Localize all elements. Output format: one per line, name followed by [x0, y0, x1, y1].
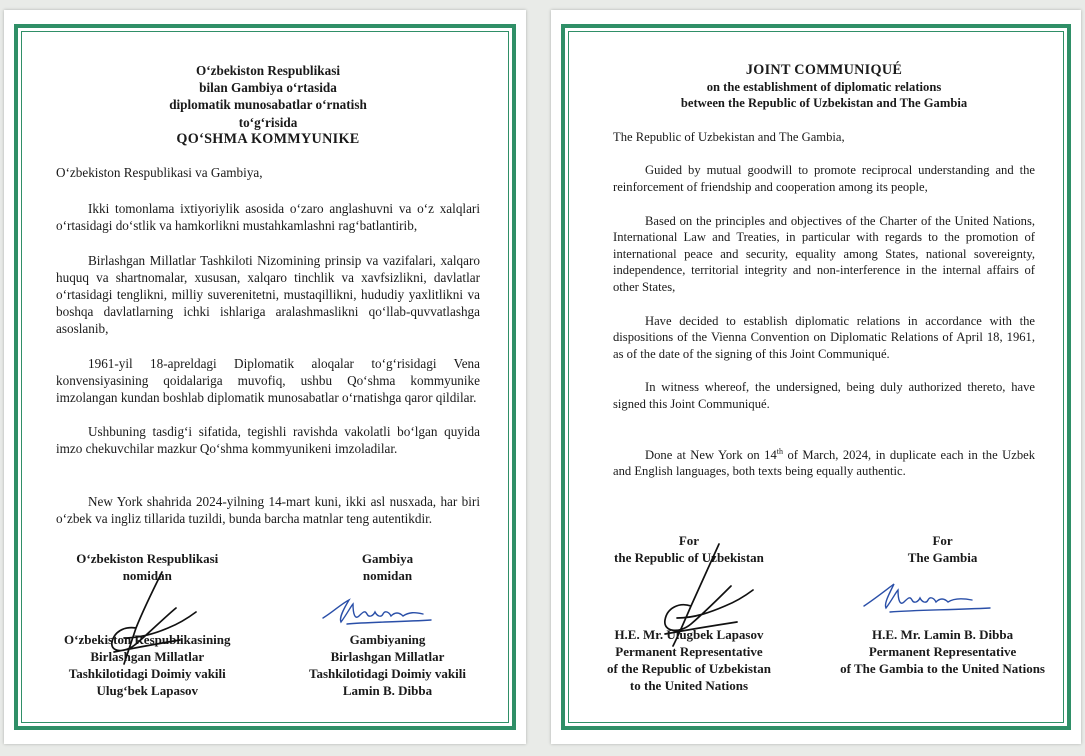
sig-title-line: Birlashgan Millatlar: [330, 649, 445, 664]
sig-title-line: Permanent Representative: [868, 644, 1017, 659]
heading-line: diplomatik munosabatlar o‘rnatish: [169, 97, 367, 113]
sig-title-line: Lamin B. Dibba: [342, 683, 433, 698]
uzbek-signature-gambia: [309, 550, 466, 699]
uzbek-content: [56, 62, 480, 527]
heading-line: bilan Gambiya o‘rtasida: [199, 80, 337, 96]
sig-title-line: Tashkilotidagi Doimiy vakili: [308, 666, 466, 681]
sig-title-line: H.E. Mr. Ulugbek Lapasov: [614, 627, 764, 642]
sig-title-line: Birlashgan Millatlar: [90, 649, 205, 664]
sig-for-line: O‘zbekiston Respublikasi: [76, 551, 219, 566]
sig-for-line: For: [678, 533, 700, 548]
uzbek-signatures: [64, 550, 466, 699]
english-signature-uzbekistan: [607, 532, 771, 694]
english-signatures: [607, 532, 1045, 694]
sig-for-line: Gambiya: [361, 551, 414, 566]
uzbek-paragraph: Ushbuning tasdig‘i sifatida, tegishli ravishda vakolatli bo‘lgan quyida imzo chekuvchilar mazkur Qo‘shma kommyunikeni imzoladilar.: [56, 424, 480, 457]
sig-title-line: of The Gambia to the United Nations: [840, 661, 1045, 676]
uzbek-heading: [56, 62, 480, 148]
english-heading: [613, 62, 1035, 112]
english-paragraph: In witness whereof, the undersigned, being duly authorized thereto, have signed this Joint Communiqué.: [613, 380, 1035, 411]
sig-for-line: the Republic of Uzbekistan: [614, 550, 764, 565]
heading-line: O‘zbekiston Respublikasi: [195, 63, 340, 78]
sig-title-line: Ulug‘bek Lapasov: [96, 683, 199, 698]
english-closing: Done at New York on 14th of March, 2024, in duplicate each in the Uzbek and English languages, both texts being equally authentic.: [613, 446, 1035, 479]
uzbek-paragraph: 1961-yil 18-apreldagi Diplomatik aloqalar to‘g‘risidagi Vena konvensiyasining qoidalariga muvofiq, ushbu Qo‘shma kommyunike imzolangan kundan boshlab diplomatik munosabatlar o‘rnatishga qaror qildilar.: [56, 355, 480, 406]
sig-title-line: to the United Nations: [629, 678, 749, 693]
english-paragraph: Guided by mutual goodwill to promote reciprocal understanding and the reinforcement of friendship and cooperation among its people,: [613, 163, 1035, 194]
uzbek-page: [4, 10, 526, 744]
sig-title-line: Tashkilotidagi Doimiy vakili: [68, 666, 226, 681]
heading-line: on the establishment of diplomatic relations: [706, 79, 942, 94]
sig-title-line: O‘zbekiston Respublikasining: [64, 632, 231, 647]
uzbek-paragraph: Ikki tomonlama ixtiyoriylik asosida o‘zaro anglashuvni va o‘z xalqlari o‘rtasidagi do‘stlik va hamkorlikni mustahkamlashni rag‘batlantirib,: [56, 201, 480, 234]
sig-title-line: Permanent Representative: [615, 644, 763, 659]
uzbek-salutation: O‘zbekiston Respublikasi va Gambiya,: [56, 165, 263, 181]
heading-line: to‘g‘risida: [238, 114, 298, 130]
heading-line: between the Republic of Uzbekistan and The Gambia: [680, 96, 968, 111]
english-salutation: The Republic of Uzbekistan and The Gambia,: [613, 129, 845, 144]
sig-title-line: H.E. Mr. Lamin B. Dibba: [872, 627, 1014, 642]
uzbek-closing: New York shahrida 2024-yilning 14-mart kuni, ikki asl nusxada, har biri o‘zbek va ingliz tillarida tuzildi, bunda barcha matnlar teng autentikdir.: [56, 493, 480, 526]
english-paragraph: Based on the principles and objectives of the Charter of the United Nations, International Law and Treaties, in particular with regards to the promotion of international peace and security, equality among States, national sovereignty, independence, territorial integrity and non-interference in the internal affairs of other States,: [613, 213, 1035, 294]
uzbek-signature-uzbekistan: [64, 550, 231, 699]
sig-title-line: Gambiyaning: [349, 632, 426, 647]
uzbek-title: QO‘SHMA KOMMYUNIKE: [176, 130, 360, 147]
english-signature-gambia: [840, 532, 1045, 694]
english-paragraph: Have decided to establish diplomatic relations in accordance with the dispositions of the Vienna Convention on Diplomatic Relations of April 18, 1961, as of the date of the signing of this Joint Communiqué.: [613, 313, 1035, 361]
sig-title-line: of the Republic of Uzbekistan: [607, 661, 771, 676]
sig-for-line: nomidan: [122, 568, 172, 583]
sig-for-line: For: [932, 533, 953, 548]
english-content: [613, 62, 1035, 480]
uzbek-paragraph: Birlashgan Millatlar Tashkiloti Nizomining prinsip va vazifalari, xalqaro huquq va shartnomalar, xususan, xalqaro tinchlik va xavfsizlikni, davlatlar o‘rtasidagi tenglikni, milliy suverenitetni, mustaqillikni, hududiy yaxlitlikni va boshqa davlatlarning ichki ishlariga aralashmaslikni qo‘llab-quvvatlashga asoslanib,: [56, 252, 480, 337]
english-title: JOINT COMMUNIQUÉ: [745, 62, 903, 78]
sig-for-line: nomidan: [362, 568, 413, 583]
sig-for-line: The Gambia: [907, 550, 978, 565]
english-page: [551, 10, 1081, 744]
